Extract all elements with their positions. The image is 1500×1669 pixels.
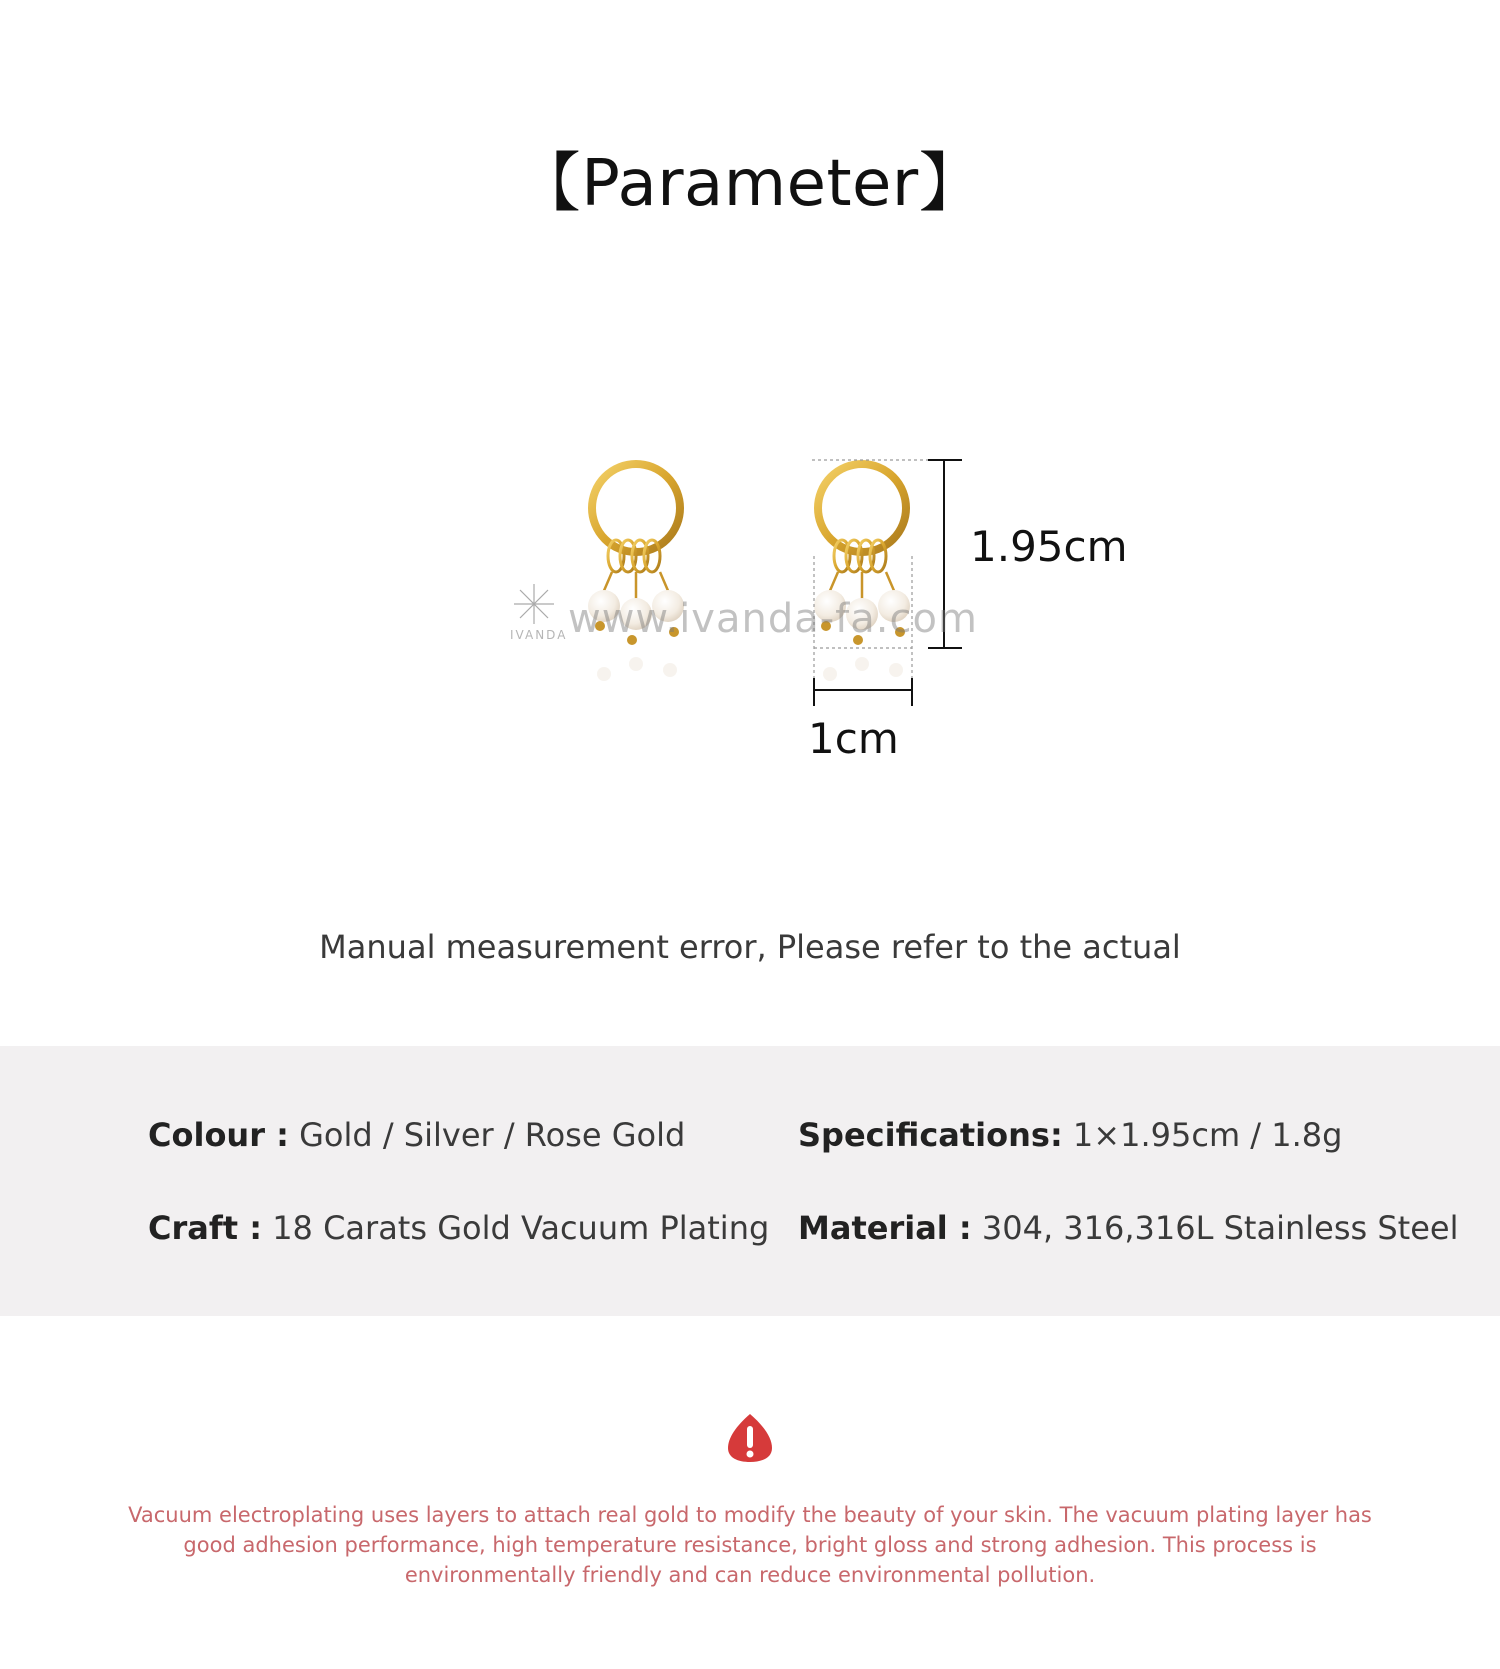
spec-colour — [148, 1116, 685, 1154]
measurement-note: Manual measurement error, Please refer to the actual — [319, 928, 1181, 966]
earring-left — [588, 464, 684, 681]
spec-panel — [0, 1046, 1500, 1316]
width-dimension-line — [814, 678, 912, 706]
width-label: 1cm — [808, 714, 899, 763]
spec-colour-value: Gold / Silver / Rose Gold — [299, 1116, 686, 1154]
watermark-brand: IVANDA — [510, 628, 568, 642]
spec-colour-label: Colour : — [148, 1116, 289, 1154]
page-title: 【Parameter】 — [516, 147, 984, 221]
spec-specifications-label: Specifications: — [798, 1116, 1063, 1154]
spec-specifications-value: 1×1.95cm / 1.8g — [1072, 1116, 1343, 1154]
spec-craft-value: 18 Carats Gold Vacuum Plating — [272, 1209, 770, 1247]
watermark-text: www.ivanda-fa.com — [568, 596, 978, 642]
spec-material — [798, 1209, 1458, 1247]
spec-material-value: 304, 316,316L Stainless Steel — [981, 1209, 1459, 1247]
spec-specifications — [798, 1116, 1342, 1154]
exclamation-warning-icon — [726, 1412, 774, 1464]
sparkle-star-icon — [514, 584, 554, 624]
spec-material-label: Material : — [798, 1209, 972, 1247]
footer-description: Vacuum electroplating uses layers to attach real gold to modify the beauty of your skin. The vacuum plating layer has good adhesion performance, high temperature resistance, bright gloss and strong adhesion. This process is environmentally friendly and can reduce environmental pollution. — [128, 1503, 1372, 1587]
height-label: 1.95cm — [970, 522, 1128, 571]
spec-craft — [148, 1209, 769, 1247]
spec-craft-label: Craft : — [148, 1209, 263, 1247]
